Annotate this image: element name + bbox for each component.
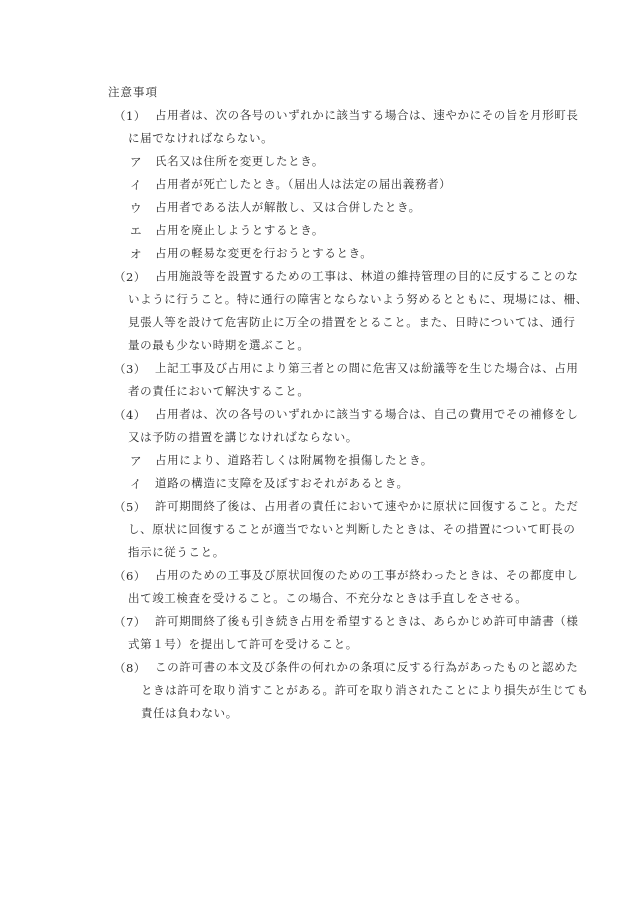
item-text-line: 占用施設等を設置するための工事は、林道の維持管理の目的に反することのな bbox=[155, 269, 579, 283]
subitem-text: 占用者が死亡したとき。（届出人は法定の届出義務者） bbox=[155, 177, 452, 191]
item-text-line: 量の最も少ない時期を選ぶこと。 bbox=[128, 338, 310, 352]
item-text-line: 見張人等を設けて危害防止に万全の措置をとること。また、日時については、通行 bbox=[128, 315, 576, 329]
item-text-line: 許可期間終了後は、占用者の責任において速やかに原状に回復すること。ただ bbox=[155, 499, 579, 513]
subitem-text: 氏名又は住所を変更したとき。 bbox=[155, 154, 324, 168]
subitem-text: 占用により、道路若しくは附属物を損傷したとき。 bbox=[155, 453, 433, 467]
item-number: （8） bbox=[114, 661, 146, 675]
item-text-line: ときは許可を取り消すことがある。許可を取り消されたことにより損失が生じても bbox=[141, 683, 589, 697]
item-text-line: 責任は負わない。 bbox=[141, 706, 238, 720]
subitem-mark: ウ bbox=[130, 201, 142, 215]
item-number: （5） bbox=[114, 500, 146, 514]
item-text-line: 許可期間終了後も引き続き占用を希望するときは、あらかじめ許可申請書（様 bbox=[155, 614, 579, 628]
subitem-mark: イ bbox=[130, 178, 142, 192]
subitem-text: 占用の軽易な変更を行おうとするとき。 bbox=[155, 246, 373, 260]
item-text-line: 出て竣工検査を受けること。この場合、不充分なときは手直しをさせる。 bbox=[128, 591, 528, 605]
item-text-line: 占用者は、次の各号のいずれかに該当する場合は、速やかにその旨を月形町長 bbox=[155, 108, 579, 122]
subitem-mark: ア bbox=[130, 155, 142, 169]
item-text-line: 者の責任において解決すること。 bbox=[128, 384, 310, 398]
item-number: （6） bbox=[114, 569, 146, 583]
subitem-text: 道路の構造に支障を及ぼすおそれがあるとき。 bbox=[155, 476, 409, 490]
item-number: （2） bbox=[114, 270, 146, 284]
item-text-line: 指示に従うこと。 bbox=[128, 545, 225, 559]
item-text-line: 又は予防の措置を講じなければならない。 bbox=[128, 430, 358, 444]
item-text-line: し、原状に回復することが適当でないと判断したときは、その措置について町長の bbox=[128, 522, 576, 536]
item-number: （7） bbox=[114, 615, 146, 629]
item-number: （4） bbox=[114, 408, 146, 422]
item-text-line: に届でなければならない。 bbox=[128, 131, 274, 145]
item-number: （3） bbox=[114, 362, 146, 376]
subitem-mark: エ bbox=[130, 224, 142, 238]
item-text-line: 式第１号）を提出して許可を受けること。 bbox=[128, 637, 358, 651]
item-text-line: 占用のための工事及び原状回復のための工事が終わったときは、その都度申し bbox=[155, 568, 579, 582]
item-text-line: 上記工事及び占用により第三者との間に危害又は紛議等を生じた場合は、占用 bbox=[155, 361, 579, 375]
page-title: 注意事項 bbox=[108, 85, 158, 99]
subitem-text: 占用者である法人が解散し、又は合併したとき。 bbox=[155, 200, 421, 214]
item-number: （1） bbox=[114, 109, 146, 123]
subitem-text: 占用を廃止しようとするとき。 bbox=[155, 223, 324, 237]
subitem-mark: オ bbox=[130, 247, 142, 261]
item-text-line: この許可書の本文及び条件の何れかの条項に反する行為があったものと認めた bbox=[155, 660, 579, 674]
subitem-mark: イ bbox=[130, 477, 142, 491]
item-text-line: いように行うこと。特に通行の障害とならないよう努めるとともに、現場には、柵、 bbox=[128, 292, 588, 306]
subitem-mark: ア bbox=[130, 454, 142, 468]
item-text-line: 占用者は、次の各号のいずれかに該当する場合は、自己の費用でその補修をし bbox=[155, 407, 579, 421]
